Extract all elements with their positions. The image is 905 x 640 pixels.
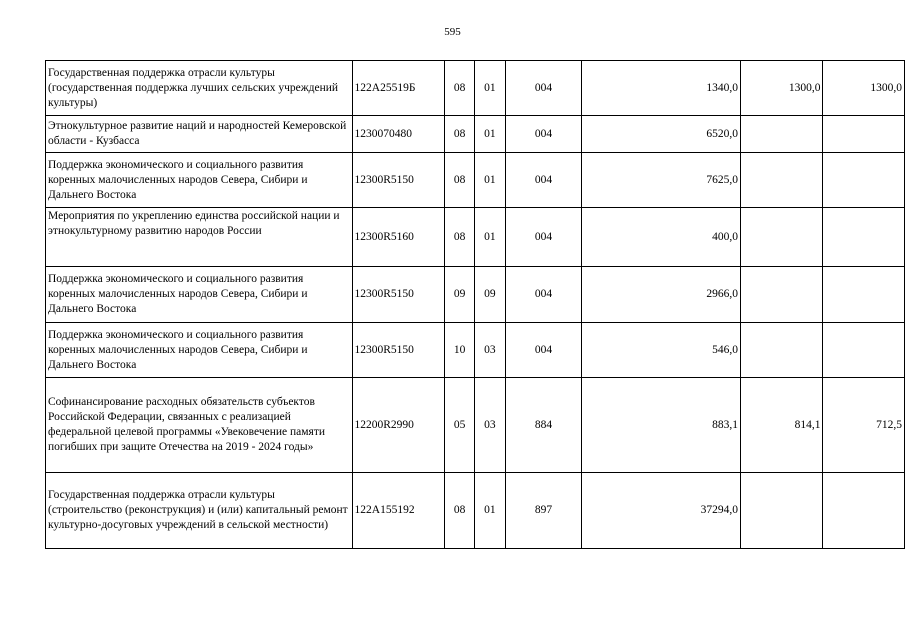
row-type: 897 xyxy=(505,473,582,549)
row-value-3: 712,5 xyxy=(823,378,905,473)
row-value-2: 1300,0 xyxy=(741,61,823,116)
row-section: 09 xyxy=(445,267,475,323)
row-section: 08 xyxy=(445,153,475,208)
table-row xyxy=(46,473,905,549)
table-row xyxy=(46,116,905,153)
row-name: Поддержка экономического и социального развития коренных малочисленных народов Севера, Сибири и Дальнего Востока xyxy=(46,153,353,208)
row-section: 08 xyxy=(445,473,475,549)
row-value-2 xyxy=(741,208,823,267)
row-subsection: 09 xyxy=(475,267,505,323)
row-subsection: 01 xyxy=(475,473,505,549)
row-value-3 xyxy=(823,116,905,153)
row-value-1: 7625,0 xyxy=(582,153,741,208)
row-name: Поддержка экономического и социального развития коренных малочисленных народов Севера, Сибири и Дальнего Востока xyxy=(46,267,353,323)
row-value-1: 37294,0 xyxy=(582,473,741,549)
row-value-2: 814,1 xyxy=(741,378,823,473)
row-value-1: 6520,0 xyxy=(582,116,741,153)
row-value-1: 400,0 xyxy=(582,208,741,267)
row-code: 12300R5150 xyxy=(352,153,445,208)
row-code: 1230070480 xyxy=(352,116,445,153)
row-section: 08 xyxy=(445,116,475,153)
row-type: 004 xyxy=(505,61,582,116)
row-code: 12200R2990 xyxy=(352,378,445,473)
row-subsection: 01 xyxy=(475,116,505,153)
row-value-3 xyxy=(823,473,905,549)
row-type: 884 xyxy=(505,378,582,473)
row-value-2 xyxy=(741,153,823,208)
row-value-3 xyxy=(823,153,905,208)
row-value-2 xyxy=(741,116,823,153)
row-subsection: 01 xyxy=(475,153,505,208)
table-row xyxy=(46,378,905,473)
row-code: 12300R5150 xyxy=(352,323,445,378)
row-section: 08 xyxy=(445,208,475,267)
row-name: Государственная поддержка отрасли культуры (строительство (реконструкция) и (или) капитальный ремонт культурно-досуговых учреждений в сельской местности) xyxy=(46,473,353,549)
row-type: 004 xyxy=(505,208,582,267)
row-name: Поддержка экономического и социального развития коренных малочисленных народов Севера, Сибири и Дальнего Востока xyxy=(46,323,353,378)
row-type: 004 xyxy=(505,116,582,153)
row-value-1: 1340,0 xyxy=(582,61,741,116)
row-type: 004 xyxy=(505,267,582,323)
row-subsection: 03 xyxy=(475,378,505,473)
row-type: 004 xyxy=(505,323,582,378)
row-name: Софинансирование расходных обязательств субъектов Российской Федерации, связанных с реализацией федеральной целевой программы «Увековечение памяти погибших при защите Отечества на 2019 - 2024 годы» xyxy=(46,378,353,473)
row-value-3: 1300,0 xyxy=(823,61,905,116)
row-name: Мероприятия по укреплению единства российской нации и этнокультурному развитию народов России xyxy=(46,208,353,267)
table-row xyxy=(46,61,905,116)
row-code: 12300R5150 xyxy=(352,267,445,323)
row-name: Государственная поддержка отрасли культуры (государственная поддержка лучших сельских учреждений культуры) xyxy=(46,61,353,116)
table-row xyxy=(46,208,905,267)
row-value-2 xyxy=(741,267,823,323)
budget-table xyxy=(45,60,905,549)
row-section: 10 xyxy=(445,323,475,378)
row-value-3 xyxy=(823,323,905,378)
row-value-1: 2966,0 xyxy=(582,267,741,323)
table-row xyxy=(46,267,905,323)
row-subsection: 01 xyxy=(475,208,505,267)
row-value-3 xyxy=(823,267,905,323)
row-section: 08 xyxy=(445,61,475,116)
row-code: 12300R5160 xyxy=(352,208,445,267)
row-value-2 xyxy=(741,473,823,549)
row-type: 004 xyxy=(505,153,582,208)
row-value-2 xyxy=(741,323,823,378)
page-number: 595 xyxy=(444,26,461,38)
row-name: Этнокультурное развитие наций и народностей Кемеровской области - Кузбасса xyxy=(46,116,353,153)
row-value-1: 546,0 xyxy=(582,323,741,378)
row-code: 122A155192 xyxy=(352,473,445,549)
row-value-3 xyxy=(823,208,905,267)
row-subsection: 01 xyxy=(475,61,505,116)
row-value-1: 883,1 xyxy=(582,378,741,473)
table-row xyxy=(46,153,905,208)
row-subsection: 03 xyxy=(475,323,505,378)
row-code: 122A25519Б xyxy=(352,61,445,116)
table-row xyxy=(46,323,905,378)
row-section: 05 xyxy=(445,378,475,473)
